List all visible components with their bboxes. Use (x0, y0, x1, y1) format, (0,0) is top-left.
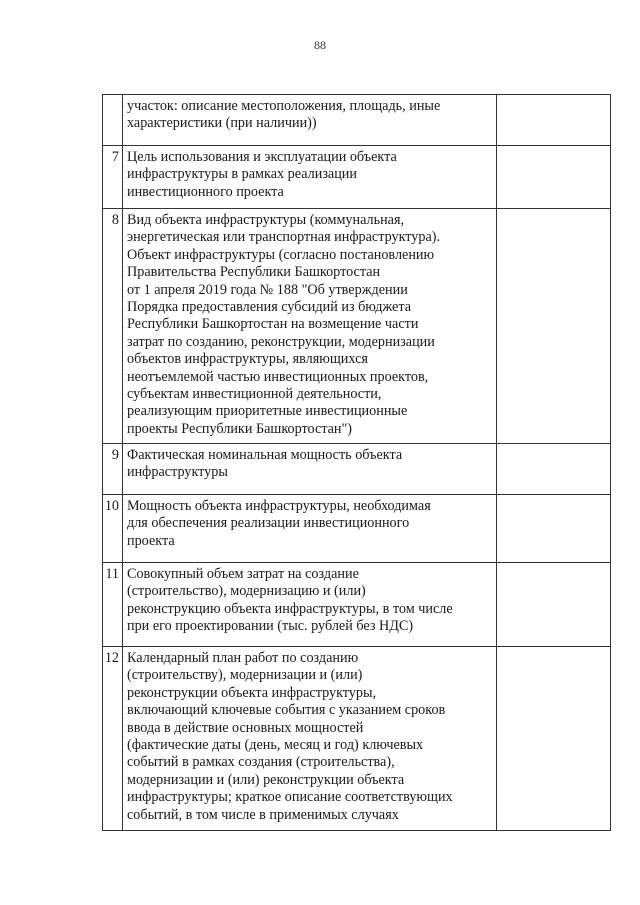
row-value-cell (497, 563, 611, 647)
row-number: 8 (103, 209, 123, 444)
table-row (103, 95, 611, 146)
row-number: 7 (103, 146, 123, 209)
row-number: 10 (103, 495, 123, 563)
page-number: 88 (314, 38, 326, 52)
row-description: Календарный план работ по созданию (строительству), модернизации и (или) реконструкции объекта инфраструктуры, включающий ключевые события с указанием сроков ввода в действие основных мощностей (фактические даты (день, месяц и год) ключевых событий в рамках создания (строительства), модернизации и (или) реконструкции объекта инфраструктуры; краткое описание соответствующих событий, в том числе в применимых случаях (123, 647, 497, 831)
row-value-cell (497, 444, 611, 495)
table-row (103, 647, 611, 831)
table-row (103, 495, 611, 563)
form-table (102, 94, 611, 831)
row-number (103, 95, 123, 146)
row-value-cell (497, 647, 611, 831)
row-number: 12 (103, 647, 123, 831)
row-value-cell (497, 495, 611, 563)
row-value-cell (497, 95, 611, 146)
row-number: 11 (103, 563, 123, 647)
row-description: участок: описание местоположения, площадь, иные характеристики (при наличии)) (123, 95, 497, 146)
row-description: Фактическая номинальная мощность объекта инфраструктуры (123, 444, 497, 495)
table-row (103, 146, 611, 209)
table-row (103, 444, 611, 495)
row-description: Вид объекта инфраструктуры (коммунальная, энергетическая или транспортная инфраструктура). Объект инфраструктуры (согласно постановлению Правительства Республики Башкортостан от 1 апреля 2019 года № 188 "Об утверждении Порядка предоставления субсидий из бюджета Республики Башкортостан на возмещение части затрат по созданию, реконструкции, модернизации объектов инфраструктуры, являющихся неотъемлемой частью инвестиционных проектов, субъектам инвестиционной деятельности, реализующим приоритетные инвестиционные проекты Республики Башкортостан") (123, 209, 497, 444)
row-value-cell (497, 209, 611, 444)
row-description: Мощность объекта инфраструктуры, необходимая для обеспечения реализации инвестиционного проекта (123, 495, 497, 563)
table-row (103, 563, 611, 647)
row-value-cell (497, 146, 611, 209)
row-description: Цель использования и эксплуатации объекта инфраструктуры в рамках реализации инвестиционного проекта (123, 146, 497, 209)
table-row (103, 209, 611, 444)
row-description: Совокупный объем затрат на создание (строительство), модернизацию и (или) реконструкцию объекта инфраструктуры, в том числе при его проектировании (тыс. рублей без НДС) (123, 563, 497, 647)
row-number: 9 (103, 444, 123, 495)
